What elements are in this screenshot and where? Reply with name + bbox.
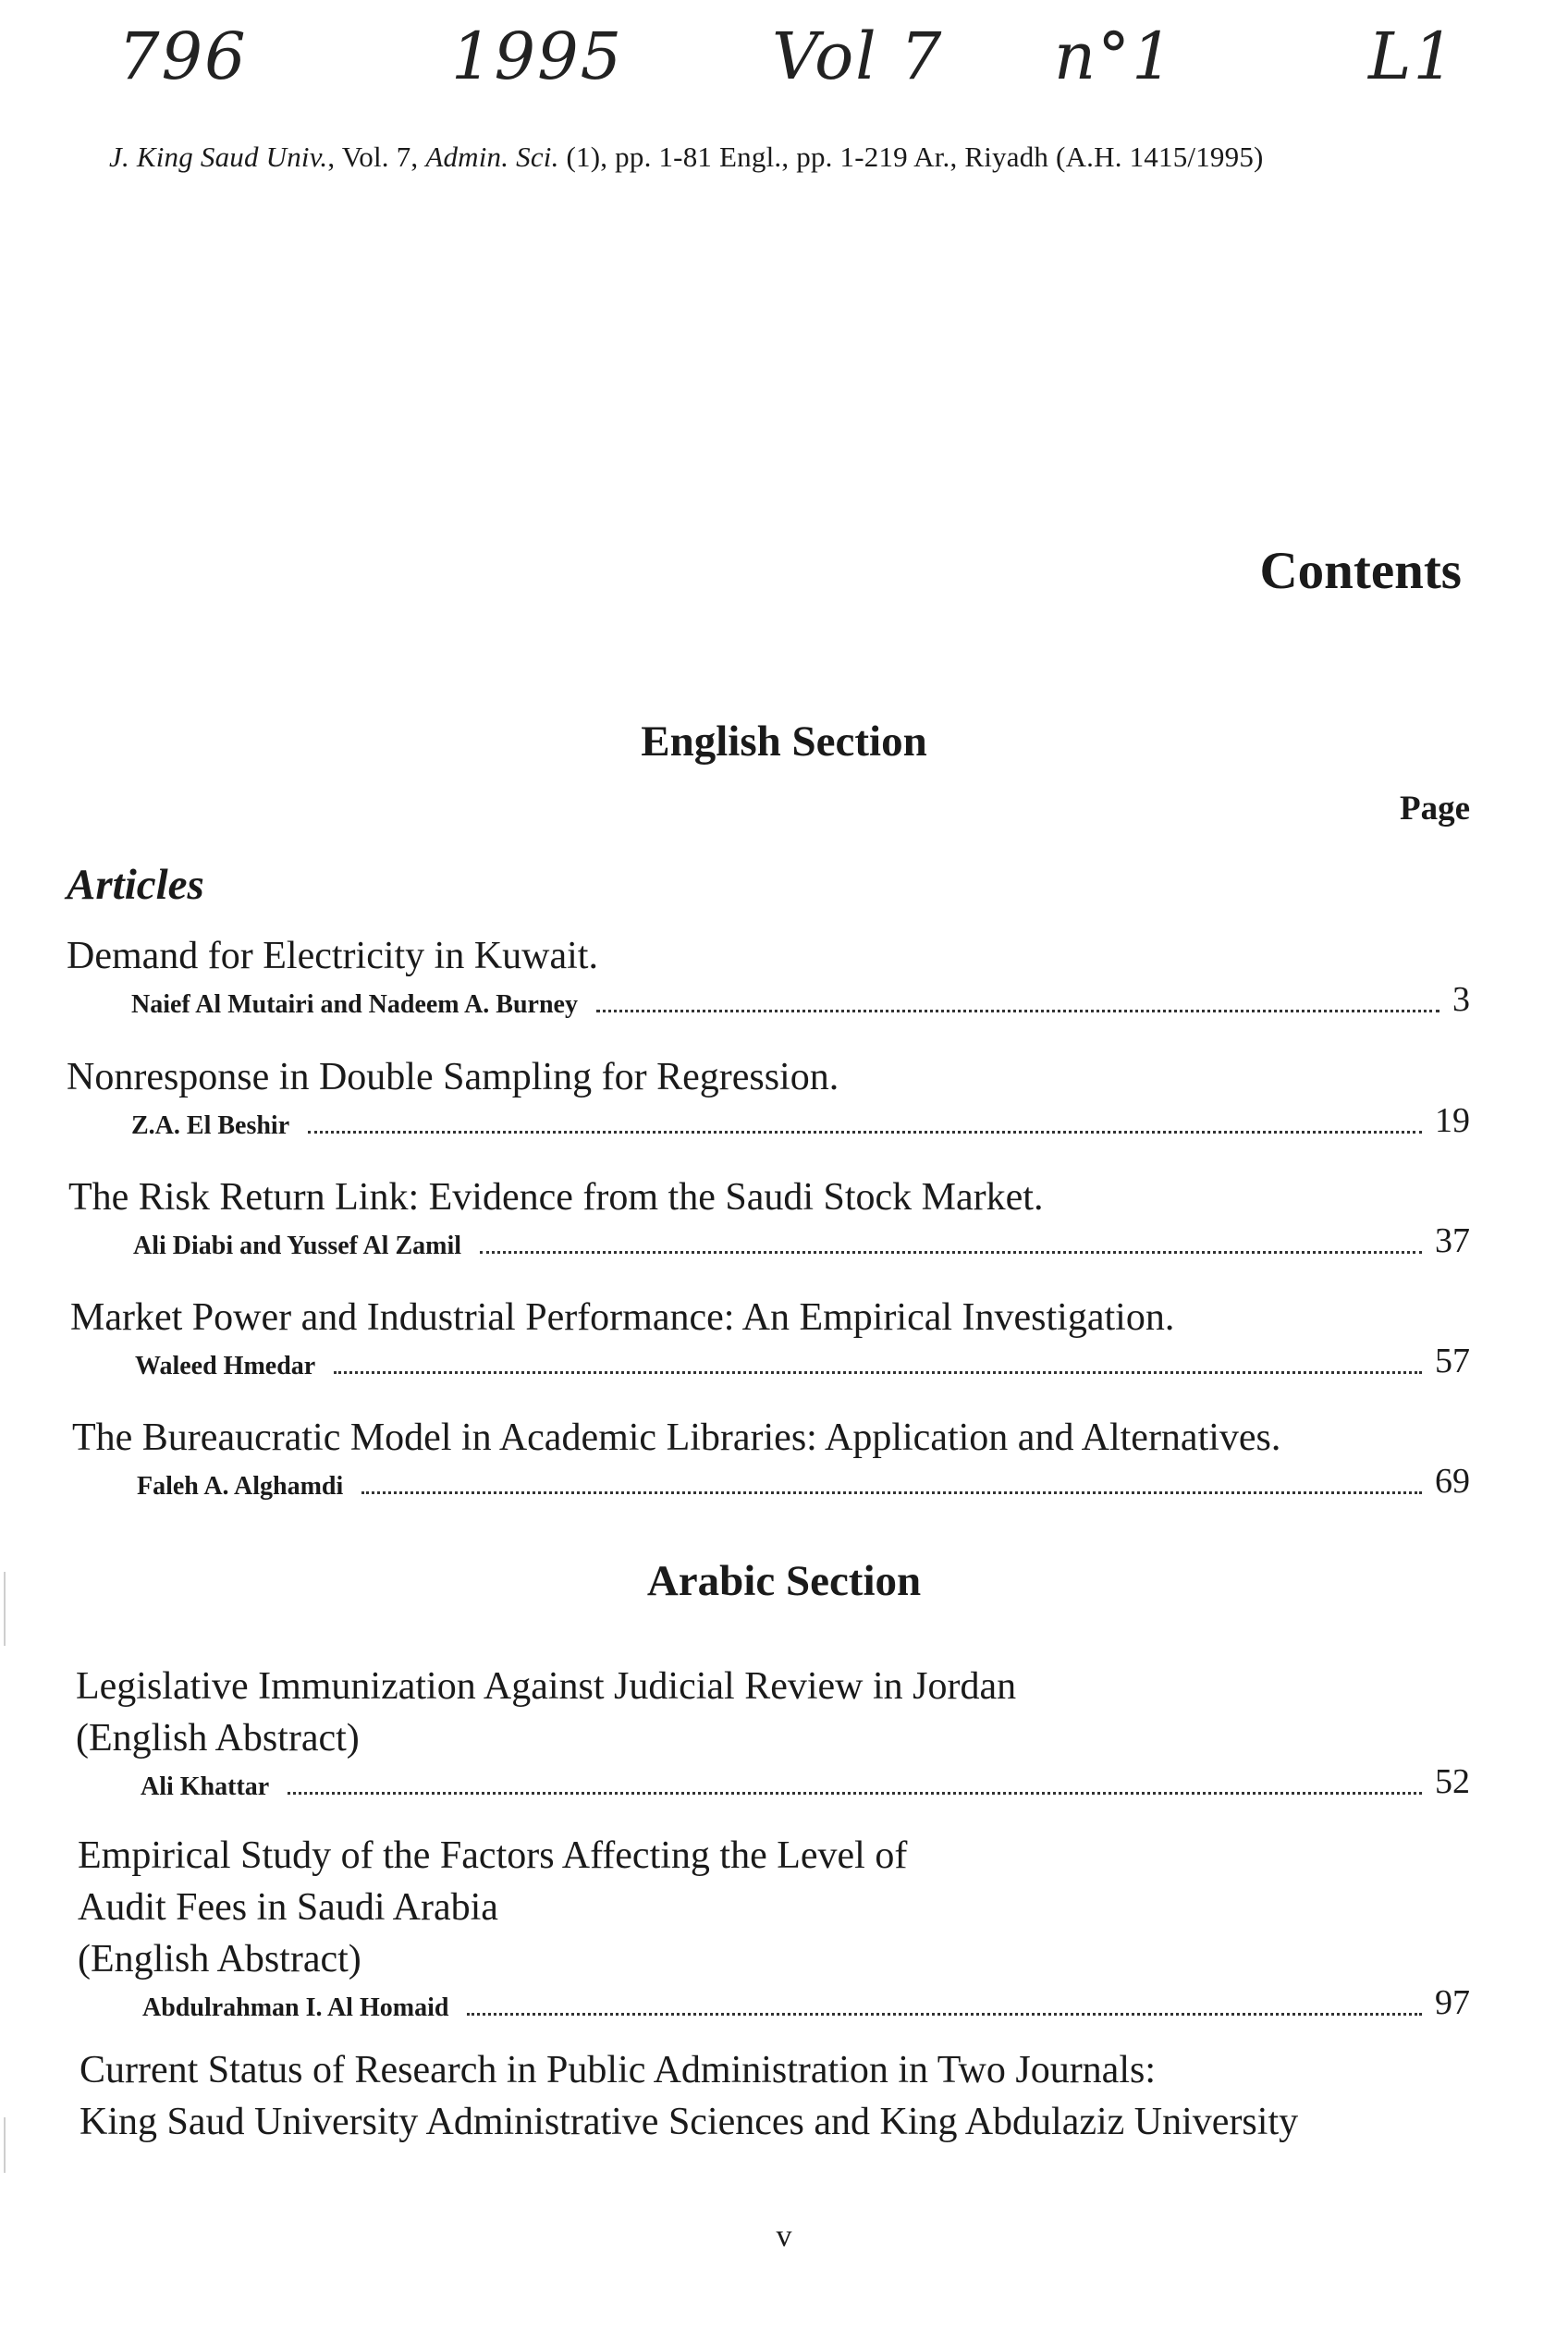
dot-leader bbox=[308, 1130, 1422, 1134]
arabic-section-title: Arabic Section bbox=[646, 1557, 922, 1605]
entry-author-line bbox=[131, 979, 1470, 1020]
entry-author-line bbox=[131, 1100, 1470, 1141]
contents-title: Contents bbox=[1259, 542, 1462, 600]
page-column-label: Page bbox=[1399, 790, 1470, 828]
entry-authors: Waleed Hmedar bbox=[135, 1352, 316, 1380]
dot-leader bbox=[480, 1250, 1422, 1254]
english-section-title: English Section bbox=[641, 717, 927, 766]
entry-title: Nonresponse in Double Sampling for Regression. bbox=[67, 1056, 839, 1098]
entry-page-number: 19 bbox=[1435, 1101, 1470, 1140]
entry-page-number: 57 bbox=[1435, 1342, 1470, 1380]
entry-title: The Risk Return Link: Evidence from the Saudi Stock Market. bbox=[68, 1176, 1044, 1219]
entry-authors: Ali Diabi and Yussef Al Zamil bbox=[133, 1232, 462, 1260]
dot-leader bbox=[288, 1791, 1422, 1795]
scan-edge-mark bbox=[4, 1572, 6, 1646]
entry-title: The Bureaucratic Model in Academic Libraries: Application and Alternatives. bbox=[72, 1416, 1281, 1459]
dot-leader bbox=[467, 2012, 1422, 2016]
entry-author-line bbox=[135, 1341, 1470, 1381]
citation-volume: , Vol. 7, bbox=[327, 141, 426, 173]
entry-page-number: 37 bbox=[1435, 1221, 1470, 1260]
handwritten-note-number: 796 bbox=[118, 18, 248, 94]
entry-page-number: 97 bbox=[1435, 1983, 1470, 2022]
handwritten-note-mark: L1 bbox=[1368, 18, 1457, 94]
handwritten-note-issue: n°1 bbox=[1054, 18, 1175, 94]
handwritten-note-volume: Vol 7 bbox=[772, 18, 944, 94]
entry-authors: Faleh A. Alghamdi bbox=[137, 1472, 344, 1501]
articles-label: Articles bbox=[67, 861, 204, 909]
entry-title: Market Power and Industrial Performance: An Empirical Investigation. bbox=[70, 1296, 1175, 1339]
entry-title: Audit Fees in Saudi Arabia bbox=[78, 1886, 498, 1929]
entry-authors: Naief Al Mutairi and Nadeem A. Burney bbox=[131, 990, 578, 1019]
journal-citation bbox=[109, 141, 1264, 174]
entry-authors: Z.A. El Beshir bbox=[131, 1111, 290, 1140]
citation-rest: (1), pp. 1-81 Engl., pp. 1-219 Ar., Riyadh (A.H. 1415/1995) bbox=[558, 141, 1264, 173]
entry-page-number: 3 bbox=[1452, 980, 1470, 1019]
entry-title: Legislative Immunization Against Judicial Review in Jordan bbox=[76, 1665, 1017, 1708]
entry-authors: Abdulrahman I. Al Homaid bbox=[142, 1993, 449, 2022]
entry-title: King Saud University Administrative Sciences and King Abdulaziz University bbox=[80, 2101, 1299, 2143]
entry-author-line bbox=[141, 1761, 1470, 1802]
entry-author-line bbox=[133, 1220, 1470, 1261]
handwritten-note-year: 1995 bbox=[451, 18, 624, 94]
footer-page-number: v bbox=[776, 2219, 792, 2253]
entry-author-line bbox=[137, 1461, 1470, 1502]
entry-page-number: 69 bbox=[1435, 1462, 1470, 1501]
citation-journal: J. King Saud Univ. bbox=[109, 141, 328, 173]
entry-author-line bbox=[142, 1982, 1470, 2023]
scan-edge-mark bbox=[4, 2117, 6, 2173]
entry-authors: Ali Khattar bbox=[141, 1772, 270, 1801]
entry-title: Empirical Study of the Factors Affecting the Level of bbox=[78, 1834, 908, 1877]
dot-leader bbox=[596, 1009, 1439, 1012]
dot-leader bbox=[334, 1370, 1422, 1374]
entry-title: (English Abstract) bbox=[78, 1938, 361, 1980]
entry-page-number: 52 bbox=[1435, 1762, 1470, 1801]
entry-title: Current Status of Research in Public Administration in Two Journals: bbox=[80, 2049, 1157, 2091]
citation-field: Admin. Sci. bbox=[425, 141, 559, 173]
dot-leader bbox=[361, 1490, 1422, 1494]
entry-title: (English Abstract) bbox=[76, 1717, 360, 1760]
entry-title: Demand for Electricity in Kuwait. bbox=[67, 935, 598, 977]
